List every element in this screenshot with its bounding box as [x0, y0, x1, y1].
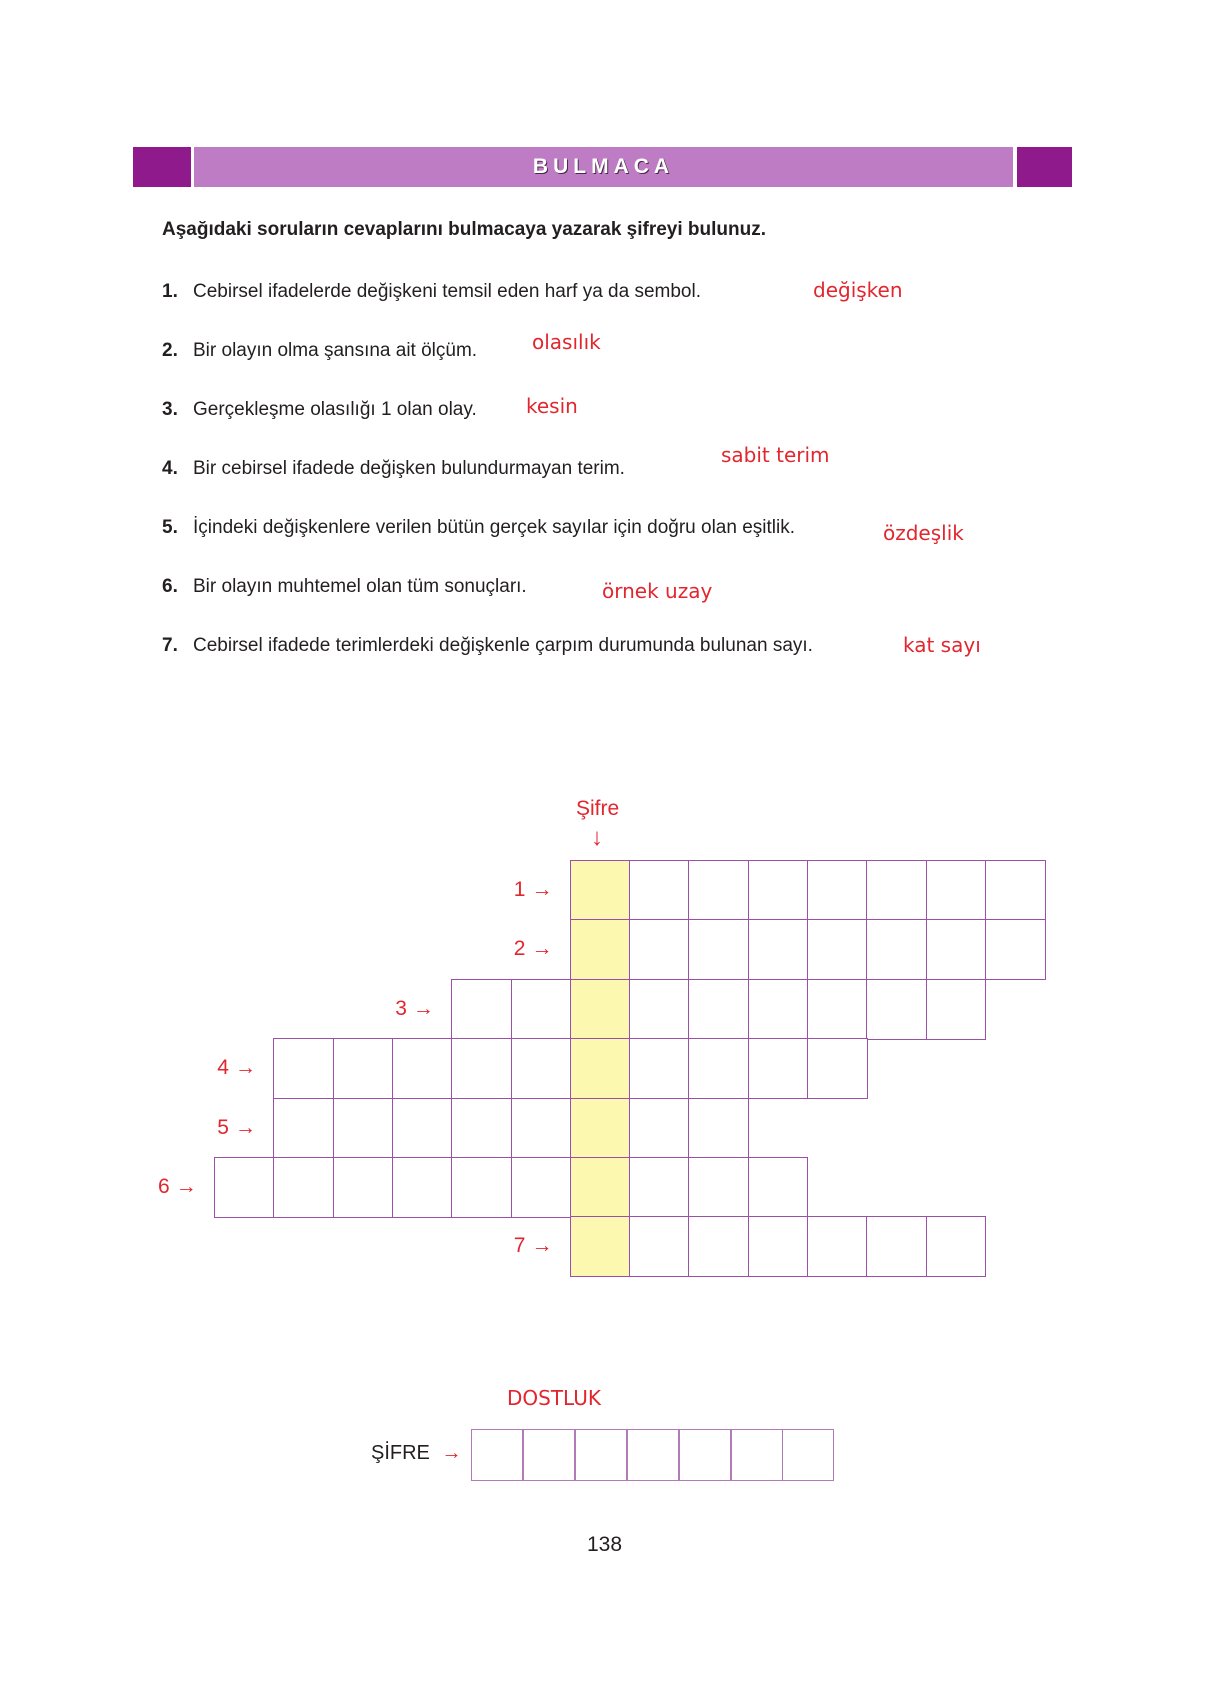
crossword-cell[interactable]	[511, 1098, 572, 1159]
arrow-right-icon: →	[531, 878, 553, 901]
question-item	[162, 281, 701, 303]
crossword-cell[interactable]	[748, 979, 809, 1040]
row-label	[514, 878, 553, 902]
crossword-cell[interactable]	[511, 1157, 572, 1218]
key-cell[interactable]	[570, 1216, 631, 1277]
crossword-cell[interactable]	[985, 860, 1046, 921]
crossword-cell[interactable]	[629, 1098, 690, 1159]
crossword-cell[interactable]	[629, 1216, 690, 1277]
crossword-cell[interactable]	[629, 979, 690, 1040]
question-item	[162, 458, 625, 480]
crossword-cell[interactable]	[214, 1157, 275, 1218]
key-cell[interactable]	[570, 1038, 631, 1099]
key-cell[interactable]	[570, 919, 631, 980]
crossword-cell[interactable]	[333, 1098, 394, 1159]
key-cell[interactable]	[570, 860, 631, 921]
crossword-cell[interactable]	[866, 979, 927, 1040]
question-text: Bir olayın muhtemel olan tüm sonuçları.	[193, 576, 527, 597]
crossword-cell[interactable]	[688, 1157, 749, 1218]
row-label	[514, 1234, 553, 1258]
password-box[interactable]	[782, 1429, 834, 1481]
crossword-cell[interactable]	[866, 1216, 927, 1277]
crossword-cell[interactable]	[926, 979, 987, 1040]
row-label	[158, 1175, 197, 1199]
crossword-cell[interactable]	[273, 1157, 334, 1218]
row-number: 5	[217, 1115, 229, 1139]
crossword-cell[interactable]	[629, 860, 690, 921]
question-number: 6.	[162, 576, 178, 597]
crossword-cell[interactable]	[392, 1157, 453, 1218]
question-text: Bir cebirsel ifadede değişken bulundurmayan terim.	[193, 458, 625, 479]
crossword-cell[interactable]	[926, 1216, 987, 1277]
crossword-cell[interactable]	[629, 1157, 690, 1218]
crossword-cell[interactable]	[511, 979, 572, 1040]
arrow-right-icon: →	[531, 937, 553, 961]
crossword-cell[interactable]	[451, 1098, 512, 1159]
password-label-text: ŞİFRE	[371, 1442, 430, 1464]
crossword-cell[interactable]	[629, 1038, 690, 1099]
question-number: 4.	[162, 458, 178, 479]
crossword-cell[interactable]	[748, 919, 809, 980]
crossword-cell[interactable]	[926, 860, 987, 921]
row-label	[395, 997, 434, 1021]
answer-text: kesin	[526, 394, 578, 418]
crossword-cell[interactable]	[333, 1038, 394, 1099]
password-box[interactable]	[731, 1429, 783, 1481]
crossword-cell[interactable]	[688, 919, 749, 980]
answer-text: sabit terim	[721, 443, 830, 467]
crossword-cell[interactable]	[392, 1098, 453, 1159]
question-text: Gerçekleşme olasılığı 1 olan olay.	[193, 399, 477, 420]
key-label-text: Şifre	[576, 797, 620, 820]
arrow-right-icon: →	[412, 996, 434, 1020]
crossword-cell[interactable]	[807, 1038, 868, 1099]
crossword-cell[interactable]	[926, 919, 987, 980]
row-number: 2	[513, 937, 526, 961]
password-label	[371, 1442, 461, 1465]
question-number: 3.	[162, 399, 178, 420]
row-number: 3	[395, 996, 407, 1020]
crossword-cell[interactable]	[451, 1157, 512, 1218]
crossword-cell[interactable]	[451, 1038, 512, 1099]
row-label	[217, 1056, 256, 1080]
row-number: 6	[158, 1175, 170, 1198]
question-item	[162, 399, 477, 421]
crossword-cell[interactable]	[985, 919, 1046, 980]
answer-text: olasılık	[532, 330, 601, 354]
question-item	[162, 340, 477, 362]
row-number: 7	[513, 1234, 526, 1258]
crossword-cell[interactable]	[866, 919, 927, 980]
question-text: Cebirsel ifadelerde değişkeni temsil eden harf ya da sembol.	[193, 281, 701, 302]
question-text: İçindeki değişkenlere verilen bütün gerçek sayılar için doğru olan eşitlik.	[193, 517, 795, 538]
answer-text: kat sayı	[903, 633, 981, 657]
crossword-cell[interactable]	[688, 1216, 749, 1277]
arrow-down-icon: ↓	[591, 824, 603, 851]
crossword-cell[interactable]	[333, 1157, 394, 1218]
arrow-right-icon: →	[531, 1234, 553, 1258]
password-box[interactable]	[575, 1429, 627, 1481]
crossword-cell[interactable]	[748, 1038, 809, 1099]
password-answer: DOSTLUK	[507, 1386, 601, 1410]
header-bar	[194, 147, 1013, 187]
password-box[interactable]	[523, 1429, 575, 1481]
key-cell[interactable]	[570, 1157, 631, 1218]
question-number: 7.	[162, 635, 178, 656]
crossword-cell[interactable]	[807, 1216, 868, 1277]
crossword-cell[interactable]	[688, 979, 749, 1040]
crossword-cell[interactable]	[688, 1038, 749, 1099]
header-right-block	[1017, 147, 1072, 187]
row-number: 4	[217, 1056, 229, 1080]
crossword-cell[interactable]	[451, 979, 512, 1040]
crossword-cell[interactable]	[748, 1157, 809, 1218]
question-number: 5.	[162, 517, 178, 538]
password-box[interactable]	[627, 1429, 679, 1481]
password-box[interactable]	[471, 1429, 523, 1481]
answer-text: özdeşlik	[883, 521, 964, 545]
crossword-cell[interactable]	[748, 1216, 809, 1277]
arrow-right-icon: →	[234, 1056, 256, 1080]
arrow-right-icon: →	[441, 1442, 462, 1464]
crossword-cell[interactable]	[866, 860, 927, 921]
crossword-cell[interactable]	[748, 860, 809, 921]
crossword-cell[interactable]	[807, 860, 868, 921]
page-title: BULMACA	[532, 155, 675, 178]
crossword-cell[interactable]	[688, 860, 749, 921]
crossword-cell[interactable]	[511, 1038, 572, 1099]
arrow-right-icon: →	[175, 1175, 197, 1198]
answer-text: örnek uzay	[602, 579, 713, 603]
crossword-cell[interactable]	[688, 1098, 749, 1159]
crossword-cell[interactable]	[629, 919, 690, 980]
password-box[interactable]	[679, 1429, 731, 1481]
answer-text: değişken	[813, 278, 903, 302]
row-label	[217, 1116, 256, 1140]
header-left-block	[133, 147, 191, 187]
arrow-right-icon: →	[234, 1115, 256, 1139]
key-cell[interactable]	[570, 979, 631, 1040]
instruction-text: Aşağıdaki soruların cevaplarını bulmacaya yazarak şifreyi bulunuz.	[162, 219, 767, 240]
question-number: 1.	[162, 281, 178, 302]
row-label	[514, 937, 553, 961]
crossword-cell[interactable]	[273, 1038, 334, 1099]
question-text: Cebirsel ifadede terimlerdeki değişkenle çarpım durumunda bulunan sayı.	[193, 635, 813, 656]
question-item	[162, 635, 813, 657]
crossword-cell[interactable]	[807, 979, 868, 1040]
row-number: 1	[513, 878, 526, 901]
key-cell[interactable]	[570, 1098, 631, 1159]
question-item	[162, 517, 795, 539]
crossword-cell[interactable]	[273, 1098, 334, 1159]
key-column-label	[576, 797, 619, 821]
page-number: 138	[587, 1533, 623, 1556]
question-item	[162, 576, 527, 598]
crossword-cell[interactable]	[392, 1038, 453, 1099]
question-number: 2.	[162, 340, 178, 361]
crossword-cell[interactable]	[807, 919, 868, 980]
question-text: Bir olayın olma şansına ait ölçüm.	[193, 340, 478, 361]
